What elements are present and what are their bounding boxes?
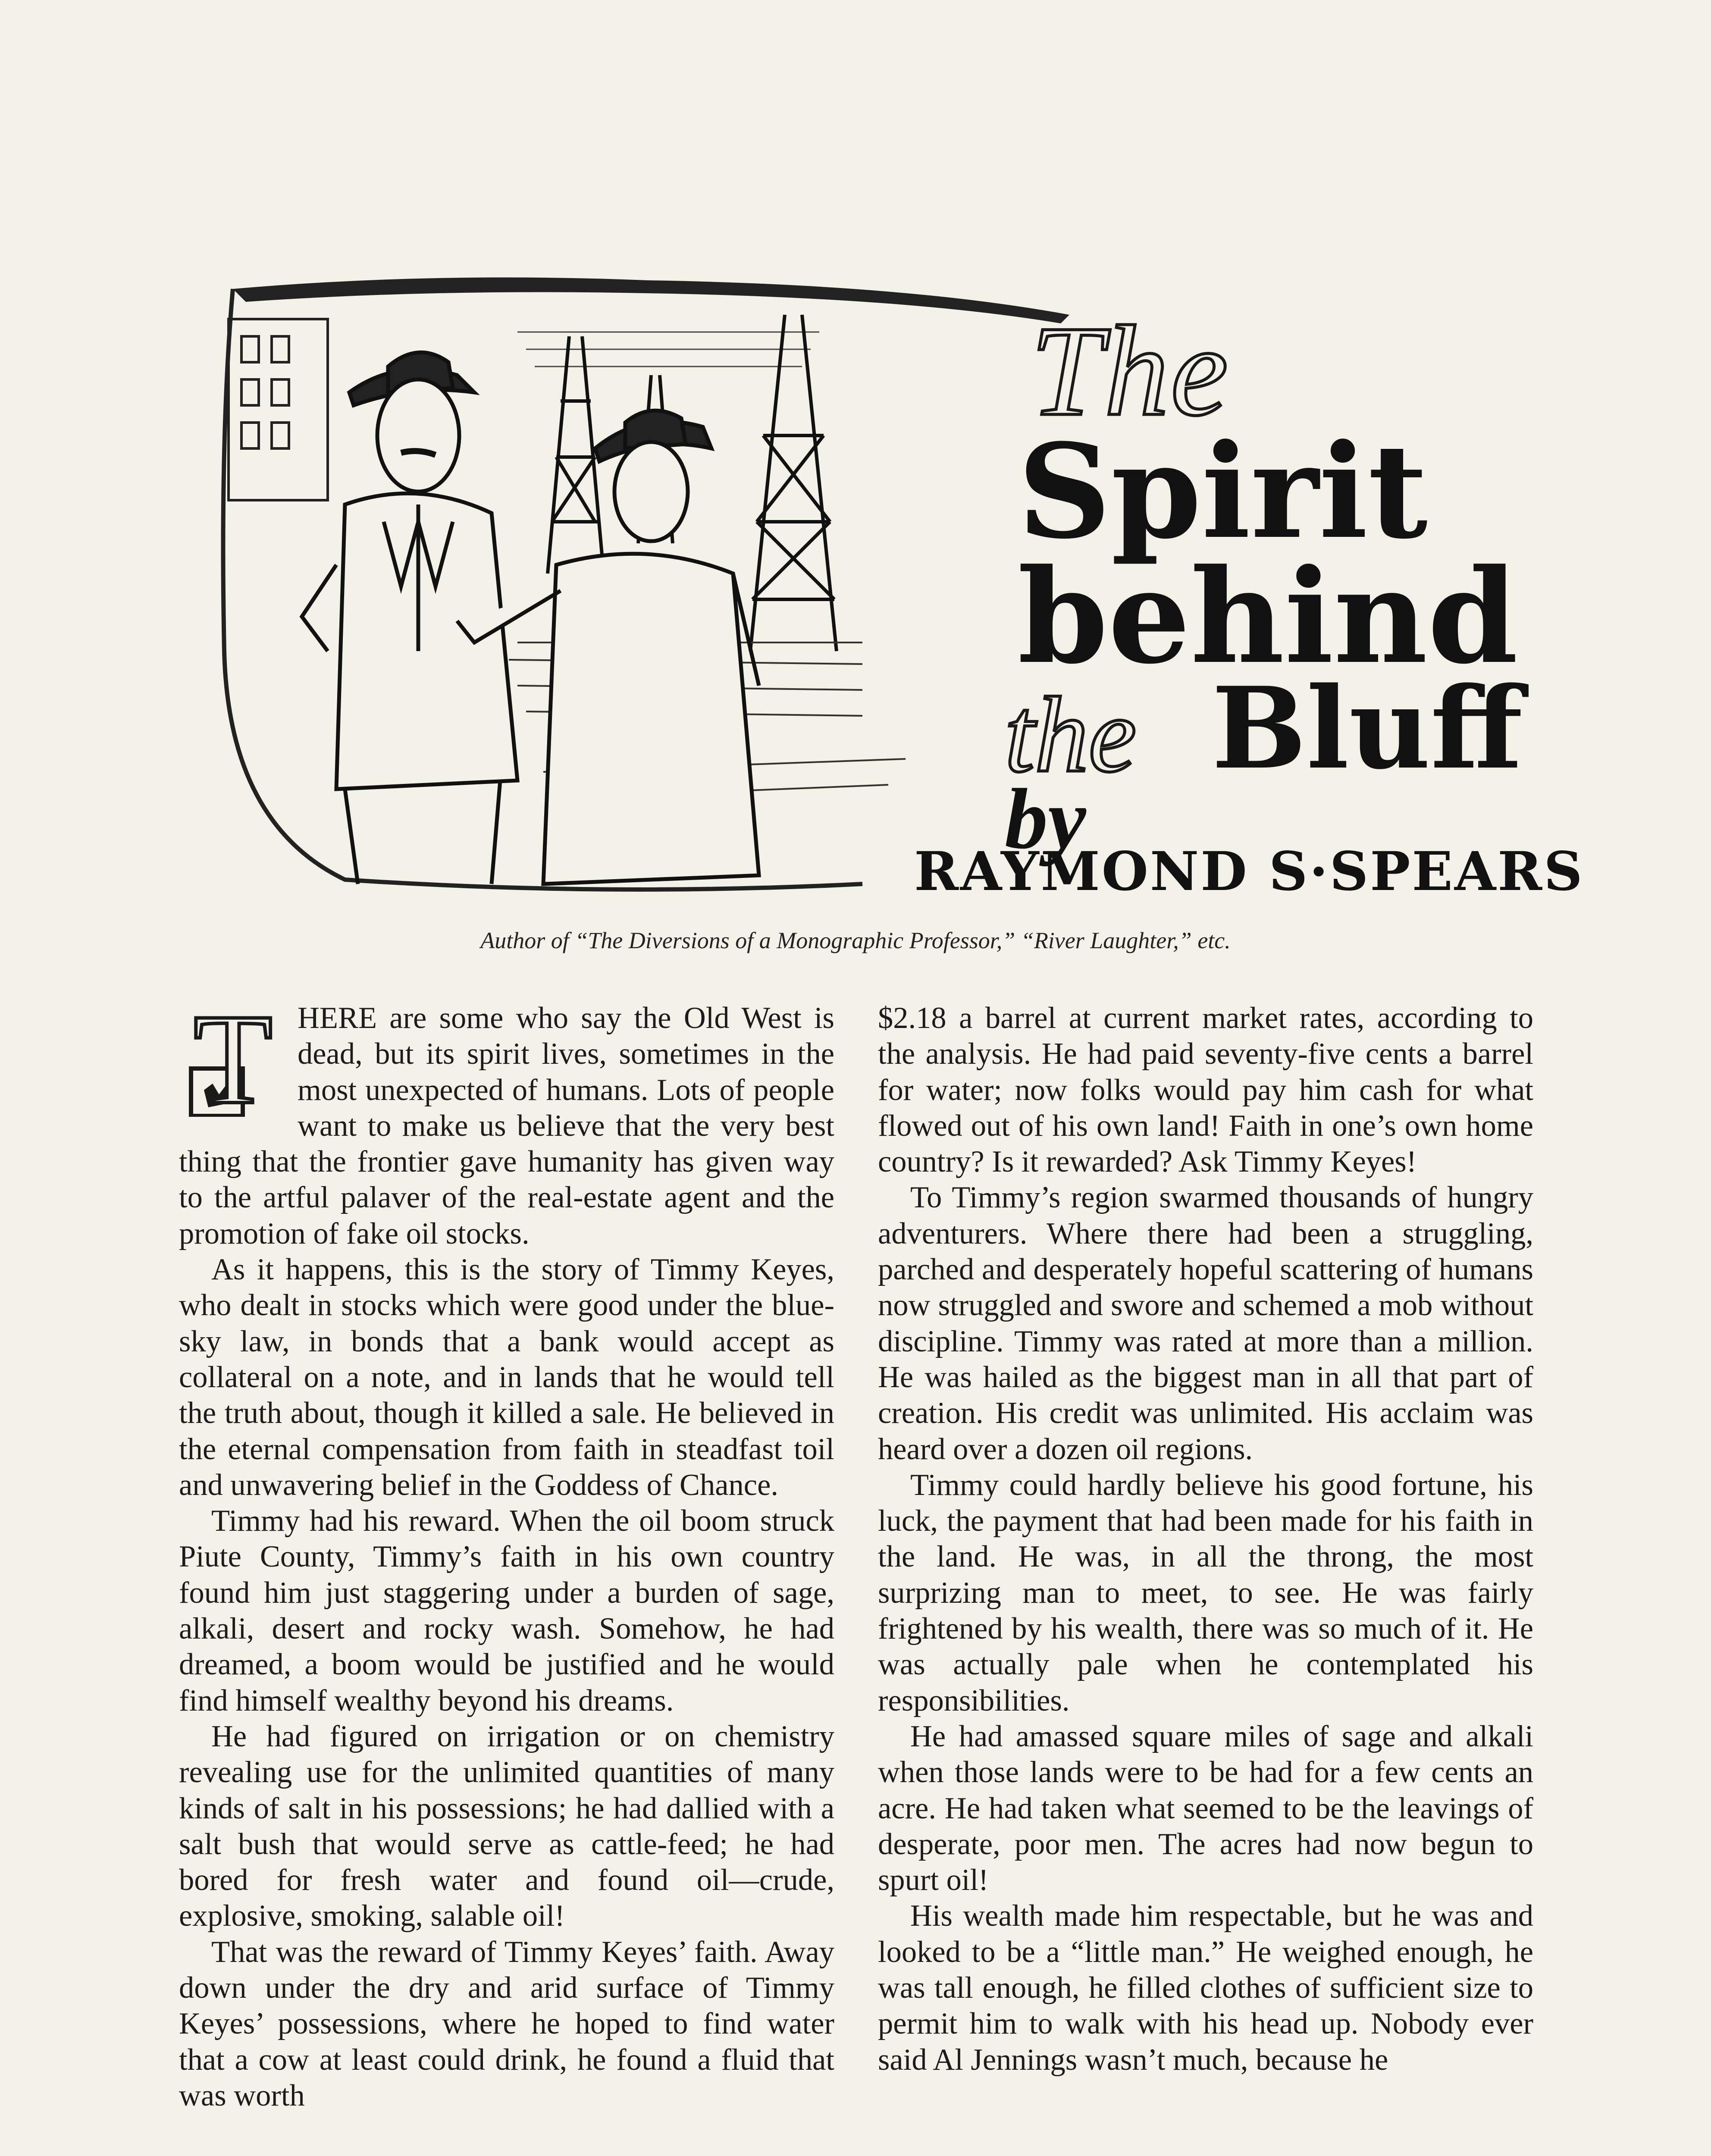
- paragraph: As it happens, this is the story of Timmy Keyes, who dealt in stocks which were good under the blue-sky law, in bonds that a bank would accept as collateral on a note, and in lands that he would tell the truth about, though it killed a sale. He believed in the eternal compensation from faith in steadfast toil and unwavering belief in the Goddess of Chance.: [179, 1253, 834, 1502]
- paragraph: To Timmy’s region swarmed thousands of hungry adventurers. Where there had been a struggling, parched and desperately hopeful scattering of humans now struggled and swore and schemed a mob without discipline. Timmy was rated at more than a million. He was hailed as the biggest man in all that part of creation. His credit was unlimited. His acclaim was heard over a dozen oil regions.: [878, 1181, 1533, 1466]
- title-word-behind: behind: [1018, 540, 1518, 693]
- column-left: [179, 987, 834, 2114]
- byline-by: by: [1005, 771, 1086, 867]
- paragraph: Timmy had his reward. When the oil boom struck Piute County, Timmy’s faith in his own country found him just staggering under a burden of sage, alkali, desert and rocky wash. Somehow, he had dreamed, a boom would be justified and he would find himself wealthy beyond his dreams.: [179, 1504, 834, 1717]
- column-right: [878, 1000, 1533, 2078]
- paragraph: His wealth made him respectable, but he was and looked to be a “little man.” He weighed enough, he was tall enough, he filled clothes of sufficient size to permit him to walk with his head up. Nobody ever said Al Jennings wasn’t much, because he: [878, 1899, 1533, 2077]
- title-word-the-second: the: [1005, 675, 1137, 795]
- paragraph: He had amassed square miles of sage and alkali when those lands were to be had for a few cents an acre. He had taken what seemed to be the leavings of desperate, poor men. The acres had now begun to spurt oil!: [878, 1719, 1533, 1897]
- author-note: Author of “The Diversions of a Monographic Professor,” “River Laughter,” etc.: [480, 928, 1231, 953]
- title-word-the: The: [1031, 299, 1230, 442]
- dropcap-letter: T: [193, 987, 273, 1131]
- paragraph: $2.18 a barrel at current market rates, according to the analysis. He had paid seventy-five cents a barrel for water; now folks would pay him cash for what flowed out of his own land! Faith in one’s own home country? Is it rewarded? Ask Timmy Keyes!: [878, 1001, 1533, 1179]
- paragraph: He had figured on irrigation or on chemistry revealing use for the unlimited quantities of many kinds of salt in his possessions; he had dallied with a salt bush that would serve as cattle-feed; he had bored for fresh water and found oil—crude, explosive, smoking, salable oil!: [179, 1719, 834, 1933]
- oil-field-scene-image: [216, 263, 1078, 897]
- header-illustration: [216, 263, 1078, 897]
- author-name: RAYMOND S·SPEARS: [914, 840, 1584, 903]
- title-word-bluff: Bluff: [1212, 663, 1523, 794]
- title-word-spirit: Spirit: [1018, 415, 1428, 567]
- dropcap: [178, 987, 288, 1131]
- paragraph: That was the reward of Timmy Keyes’ faith. Away down under the dry and arid surface of Timmy Keyes’ possessions, where he hoped to find water that a cow at least could drink, he found a fluid that was worth: [179, 1935, 834, 2112]
- paragraph: HERE are some who say the Old West is dead, but its spirit lives, sometimes in the most unexpected of humans. Lots of people want to make us believe that the very best thing that the frontier gave humanity has given way to the artful palaver of the real-estate agent and the promotion of fake oil stocks.: [179, 1001, 834, 1250]
- paragraph: Timmy could hardly believe his good fortune, his luck, the payment that had been made for his faith in the land. He was, in all the throng, the most surprizing man to meet, to see. He was fairly frightened by his wealth, there was so much of it. He was actually pale when he contemplated his responsibilities.: [878, 1468, 1533, 1717]
